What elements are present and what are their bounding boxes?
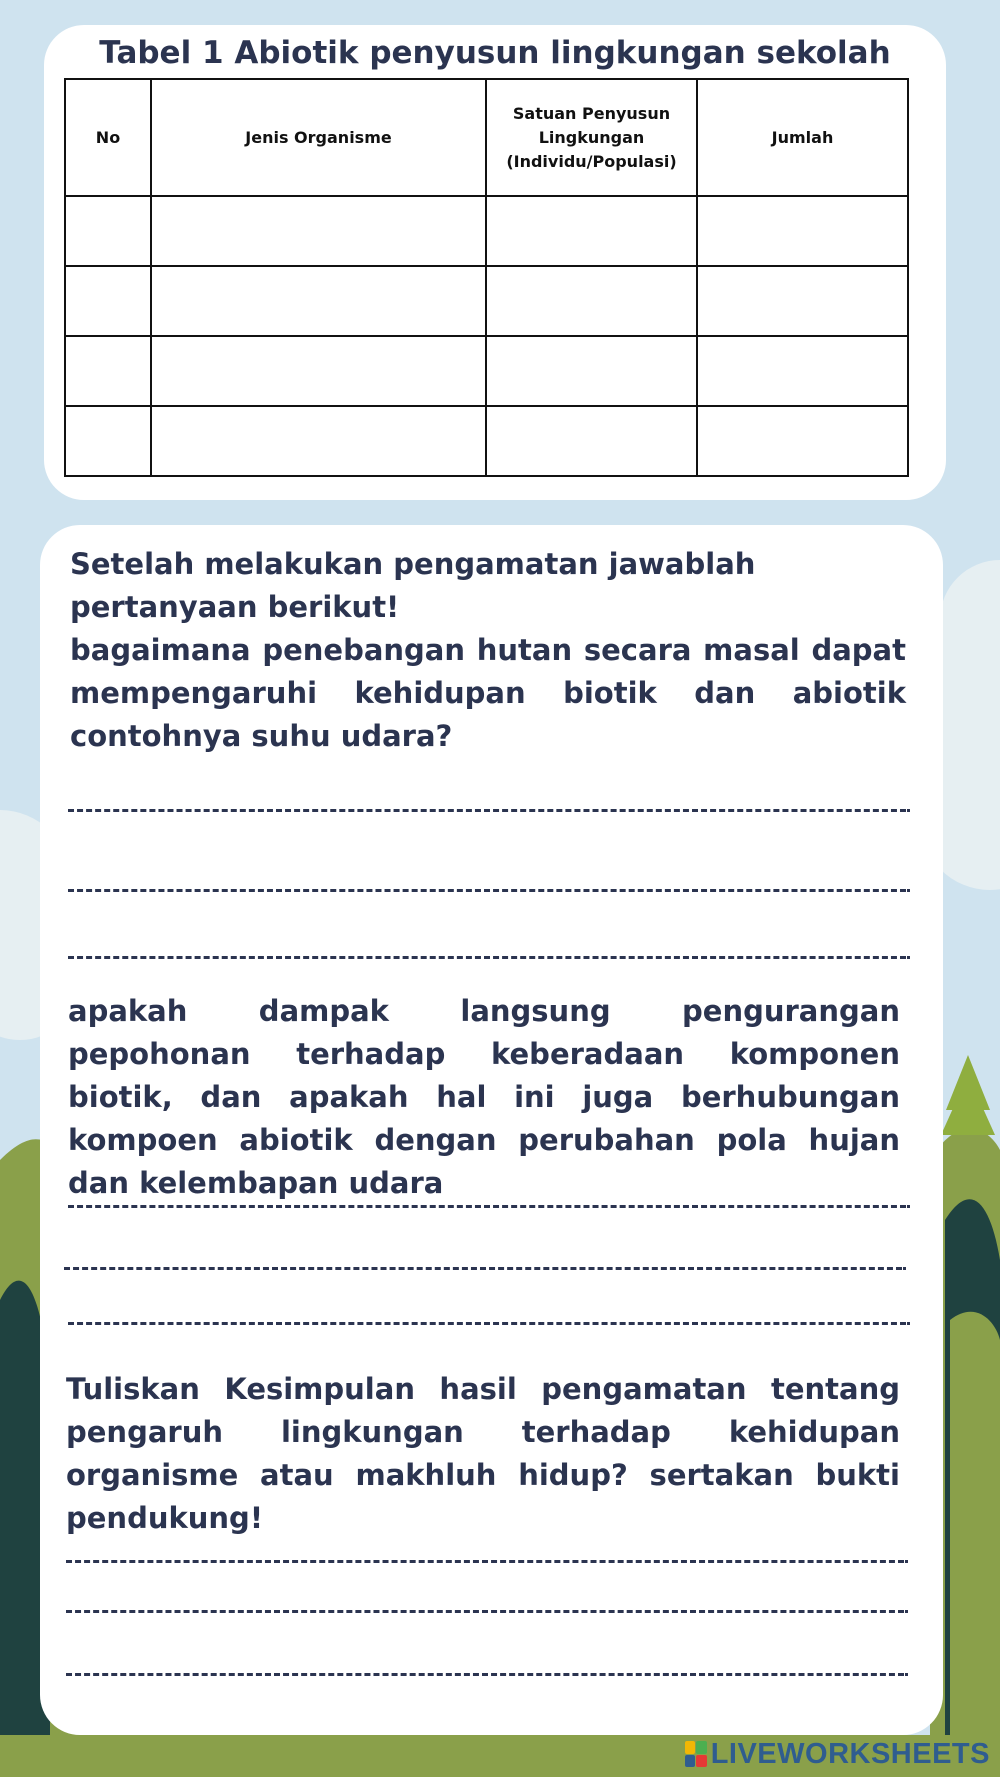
logo-tile-e: [696, 1755, 707, 1768]
header-jenis-organisme: Jenis Organisme: [151, 79, 486, 196]
answer-line[interactable]: [66, 1560, 904, 1563]
answer-line[interactable]: [68, 809, 906, 812]
answer-line[interactable]: [68, 1205, 906, 1208]
header-jumlah: Jumlah: [697, 79, 908, 196]
brand-name: LIVEWORKSHEETS: [710, 1737, 990, 1770]
answer-line[interactable]: [68, 889, 906, 892]
table-cell-input[interactable]: [65, 196, 151, 266]
table-row: [65, 266, 908, 336]
table-cell-input[interactable]: [486, 406, 697, 476]
question-1-text: bagaimana penebangan hutan secara masal dapat mempengaruhi kehidupan biotik dan abiotik contohnya suhu udara?: [70, 633, 906, 753]
table-cell-input[interactable]: [486, 196, 697, 266]
table-cell-input[interactable]: [65, 266, 151, 336]
table-cell-input[interactable]: [697, 266, 908, 336]
table-cell-input[interactable]: [697, 196, 908, 266]
liveworksheets-brand[interactable]: [685, 1737, 990, 1771]
table-row: [65, 196, 908, 266]
question-2-text: apakah dampak langsung pengurangan pepohonan terhadap keberadaan komponen biotik, dan apakah hal ini juga berhubungan kompoen abiotik dengan perubahan pola hujan dan kelembapan udara: [68, 994, 900, 1200]
table-row: [65, 406, 908, 476]
header-satuan-penyusun: Satuan Penyusun Lingkungan (Individu/Populasi): [486, 79, 697, 196]
questions-intro: Setelah melakukan pengamatan jawablah pertanyaan berikut!: [70, 547, 756, 624]
answer-line[interactable]: [66, 1673, 904, 1676]
question-block-1: [70, 543, 906, 758]
table-cell-input[interactable]: [65, 406, 151, 476]
table-cell-input[interactable]: [697, 406, 908, 476]
table-cell-input[interactable]: [697, 336, 908, 406]
table-title: Tabel 1 Abiotik penyusun lingkungan sekolah: [99, 35, 891, 71]
table-header-row: [65, 79, 908, 196]
questions-card: [40, 525, 943, 1735]
question-block-3: [66, 1368, 900, 1540]
observation-table: [64, 78, 909, 477]
table-cell-input[interactable]: [151, 406, 486, 476]
table-cell-input[interactable]: [486, 336, 697, 406]
logo-tile-i: [696, 1741, 707, 1754]
table-cell-input[interactable]: [151, 196, 486, 266]
question-block-2: [68, 990, 900, 1205]
header-no: No: [65, 79, 151, 196]
table-row: [65, 336, 908, 406]
liveworksheets-logo-icon: [685, 1741, 707, 1767]
logo-tile-l: [685, 1741, 696, 1754]
table-cell-input[interactable]: [65, 336, 151, 406]
answer-line[interactable]: [66, 1610, 904, 1613]
question-3-text: Tuliskan Kesimpulan hasil pengamatan tentang pengaruh lingkungan terhadap kehidupan organisme atau makhluh hidup? sertakan bukti pendukung!: [66, 1372, 900, 1535]
logo-tile-v: [685, 1755, 696, 1768]
table-cell-input[interactable]: [151, 266, 486, 336]
table-cell-input[interactable]: [151, 336, 486, 406]
answer-line[interactable]: [64, 1267, 902, 1270]
answer-line[interactable]: [68, 1322, 906, 1325]
answer-line[interactable]: [68, 956, 906, 959]
table-card: [44, 25, 946, 500]
table-cell-input[interactable]: [486, 266, 697, 336]
